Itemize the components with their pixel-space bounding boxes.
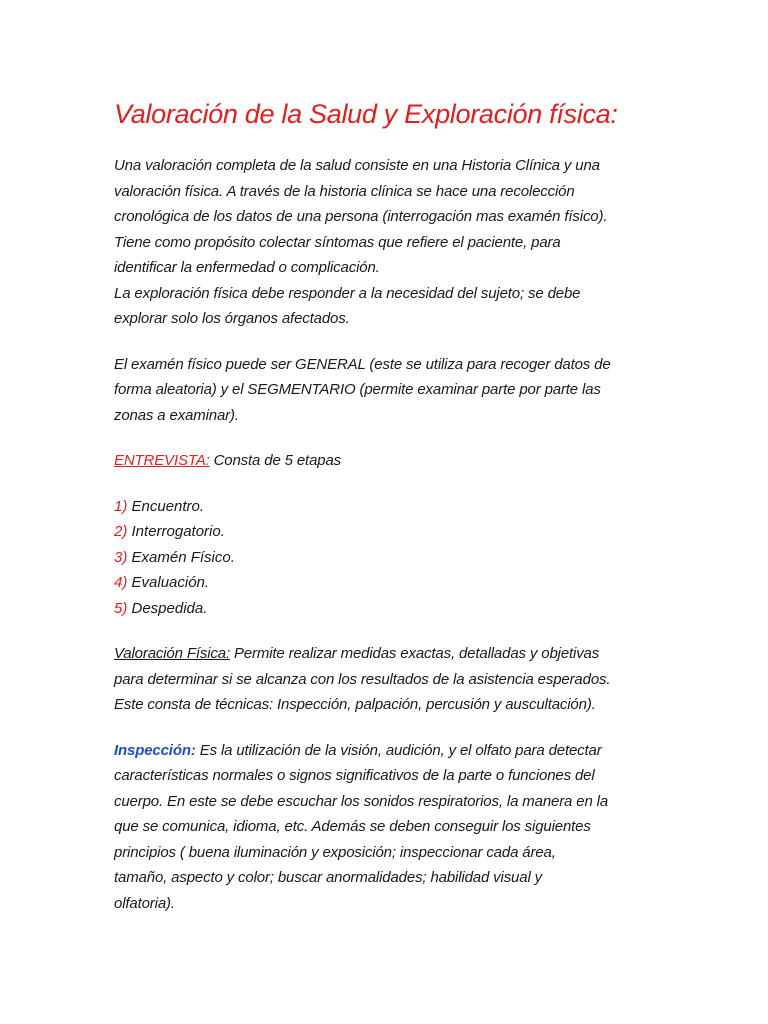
stage-text: Despedida. [127,599,208,617]
stage-text: Examén Físico. [127,548,235,566]
text-line: forma aleatoria) y el SEGMENTARIO (permite examinar parte por parte las [114,381,601,398]
inspeccion-colon: : [190,741,196,759]
text-line: características normales o signos significativos de la parte o funciones del [114,767,595,784]
stage-number: 5) [114,599,128,617]
stage-text: Encuentro. [127,497,205,515]
inspeccion-heading: Inspección [114,741,191,759]
text-line: identificar la enfermedad o complicación. [114,259,380,276]
text-line: principios ( buena iluminación y exposición; inspeccionar cada área, [114,843,556,861]
inspeccion-first-line: Es la utilización de la visión, audición, y el olfato para detectar [195,741,602,759]
entrevista-heading: ENTREVISTA: [114,452,210,469]
stage-text: Evaluación. [127,574,210,591]
valoracion-first-line: Permite realizar medidas exactas, detalladas y objetivas [229,645,600,662]
valoracion-heading: Valoración Física: [114,645,230,662]
list-item [114,570,674,596]
entrevista-paragraph [114,448,674,474]
text-line: olfatoria). [114,894,175,912]
list-item [114,545,674,571]
inspeccion-paragraph [114,738,674,917]
exam-paragraph [114,352,674,429]
stage-number: 1) [114,497,128,515]
text-line: valoración física. A través de la historia clínica se hace una recolección [114,182,575,200]
text-line [114,738,674,764]
entrevista-text: Consta de 5 etapas [209,452,342,469]
text-line: que se comunica, idioma, etc. Además se deben conseguir los siguientes [114,818,591,835]
text-line: explorar solo los órganos afectados. [114,310,350,327]
document-body [114,94,674,916]
text-line: Una valoración completa de la salud consiste en una Historia Clínica y una [114,157,600,174]
text-line [114,641,674,667]
intro-paragraph [114,153,674,332]
text-line: cronológica de los datos de una persona (interrogación mas examén físico). [114,208,608,225]
stage-number: 2) [114,523,128,540]
text-line: El examén físico puede ser GENERAL (este se utiliza para recoger datos de [114,355,611,373]
stage-text: Interrogatorio. [127,523,225,540]
list-item [114,519,674,545]
text-line: La exploración física debe responder a la necesidad del sujeto; se debe [114,284,581,302]
document-title: Valoración de la Salud y Exploración física: [114,99,618,129]
stage-number: 4) [114,574,128,591]
valoracion-paragraph [114,641,674,718]
stages-list [114,494,674,622]
text-line: cuerpo. En este se debe escuchar los sonidos respiratorios, la manera en la [114,792,609,810]
stage-number: 3) [114,548,128,566]
list-item [114,596,674,622]
text-line: Este consta de técnicas: Inspección, palpación, percusión y auscultación). [114,696,596,713]
text-line: zonas a examinar). [114,406,239,424]
text-line: tamaño, aspecto y color; buscar anormalidades; habilidad visual y [114,869,542,886]
list-item [114,494,674,520]
text-line: para determinar si se alcanza con los resultados de la asistencia esperados. [114,670,611,688]
text-line: Tiene como propósito colectar síntomas que refiere el paciente, para [114,233,561,251]
